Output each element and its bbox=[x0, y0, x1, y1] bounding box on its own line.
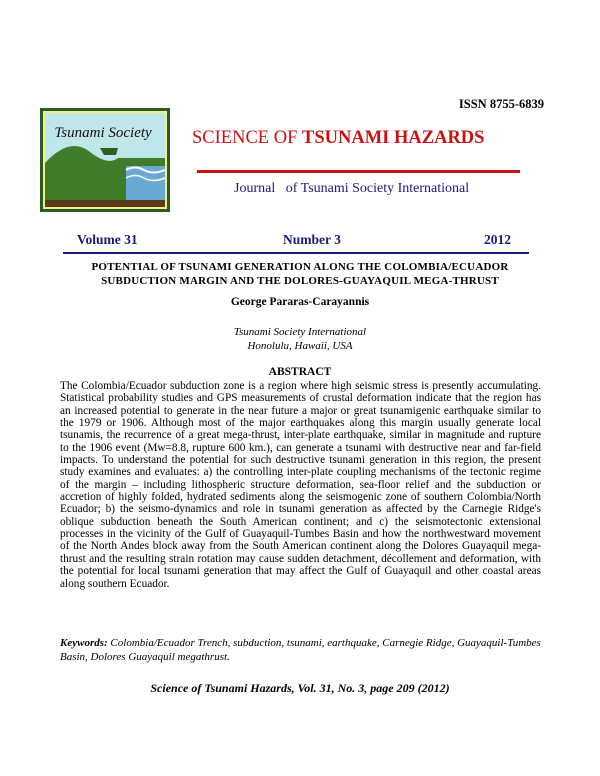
keywords-list: Colombia/Ecuador Trench, subduction, tsunami, earthquake, Carnegie Ridge, Guayaquil-Tumbes Basin, Dolores Guayaquil megathrust. bbox=[60, 637, 541, 663]
affiliation-location: Honolulu, Hawaii, USA bbox=[247, 340, 353, 352]
tsunami-society-logo bbox=[40, 108, 170, 212]
issue-volume: Volume 31 bbox=[77, 232, 138, 247]
abstract-heading: ABSTRACT bbox=[268, 366, 332, 378]
journal-title-prefix: SCIENCE OF bbox=[192, 128, 298, 148]
keywords-label: Keywords: bbox=[60, 637, 108, 649]
journal-subtitle: Journal of Tsunami Society International bbox=[234, 181, 470, 196]
abstract-text: The Colombia/Ecuador subduction zone is a region where high seismic stress is presently accumulating. Statistical probability studies and GPS measurements of crustal deformation indicate that the region has an increased potential to generate in the near future a major or great tsunamigenic earthquake similar to the 1979 or 1906. Although most of the major earthquakes along this margin usually generate local tsunamis, the recurrence of a great mega-thrust, inter-plate earthquake, similar in magnitude and rupture to the 1906 event (Mw=8.8, rupture 600 km.), can generate a tsunami with destructive near and far-field impacts. To understand the potential for such destructive tsunami generation in this region, the present study examines and evaluates: a) the controlling inter-plate coupling mechanisms of the tectonic regime of the margin – including lithospheric structure deformation, sea-floor relief and the subduction or accretion of highly folded, hydrated sediments along the seismogenic zone of southern Colombia/North Ecuador; b) the seismo-dynamics and role in tsunami generation as affected by the Carnegie Ridge's oblique subduction beneath the South American continent; and c) the seismotectonic extensional processes in the vicinity of the Gulf of Guayaquil-Tumbes Basin and how the northwestward movement of the North Andes block away from the South American continent along the Dolores Guayaquil mega-thrust and the resulting strain rotation may cause sudden detachment, décollement and deformation, with the potential for local tsunami generation that may affect the Gulf of Guayaquil and other coastal areas along southern Ecuador. bbox=[60, 380, 541, 590]
issn-number: ISSN 8755-6839 bbox=[458, 97, 544, 111]
journal-title bbox=[192, 128, 484, 149]
keywords bbox=[60, 636, 541, 664]
title-underline bbox=[197, 170, 520, 173]
paper-title bbox=[70, 260, 530, 288]
issue-number: Number 3 bbox=[283, 232, 341, 247]
issue-divider bbox=[63, 252, 529, 254]
author-name: George Pararas-Carayannis bbox=[230, 296, 370, 308]
journal-title-main: TSUNAMI HAZARDS bbox=[302, 128, 485, 148]
paper-title-line2: SUBDUCTION MARGIN AND THE DOLORES-GUAYAQUIL MEGA-THRUST bbox=[101, 275, 499, 287]
page-footer-citation: Science of Tsunami Hazards, Vol. 31, No. 3, page 209 (2012) bbox=[150, 681, 450, 695]
logo-text: Tsunami Society bbox=[54, 125, 152, 141]
paper-title-line1: POTENTIAL OF TSUNAMI GENERATION ALONG THE COLOMBIA/ECUADOR bbox=[91, 261, 509, 273]
affiliation-organization: Tsunami Society International bbox=[233, 326, 367, 338]
issue-year: 2012 bbox=[484, 232, 511, 247]
